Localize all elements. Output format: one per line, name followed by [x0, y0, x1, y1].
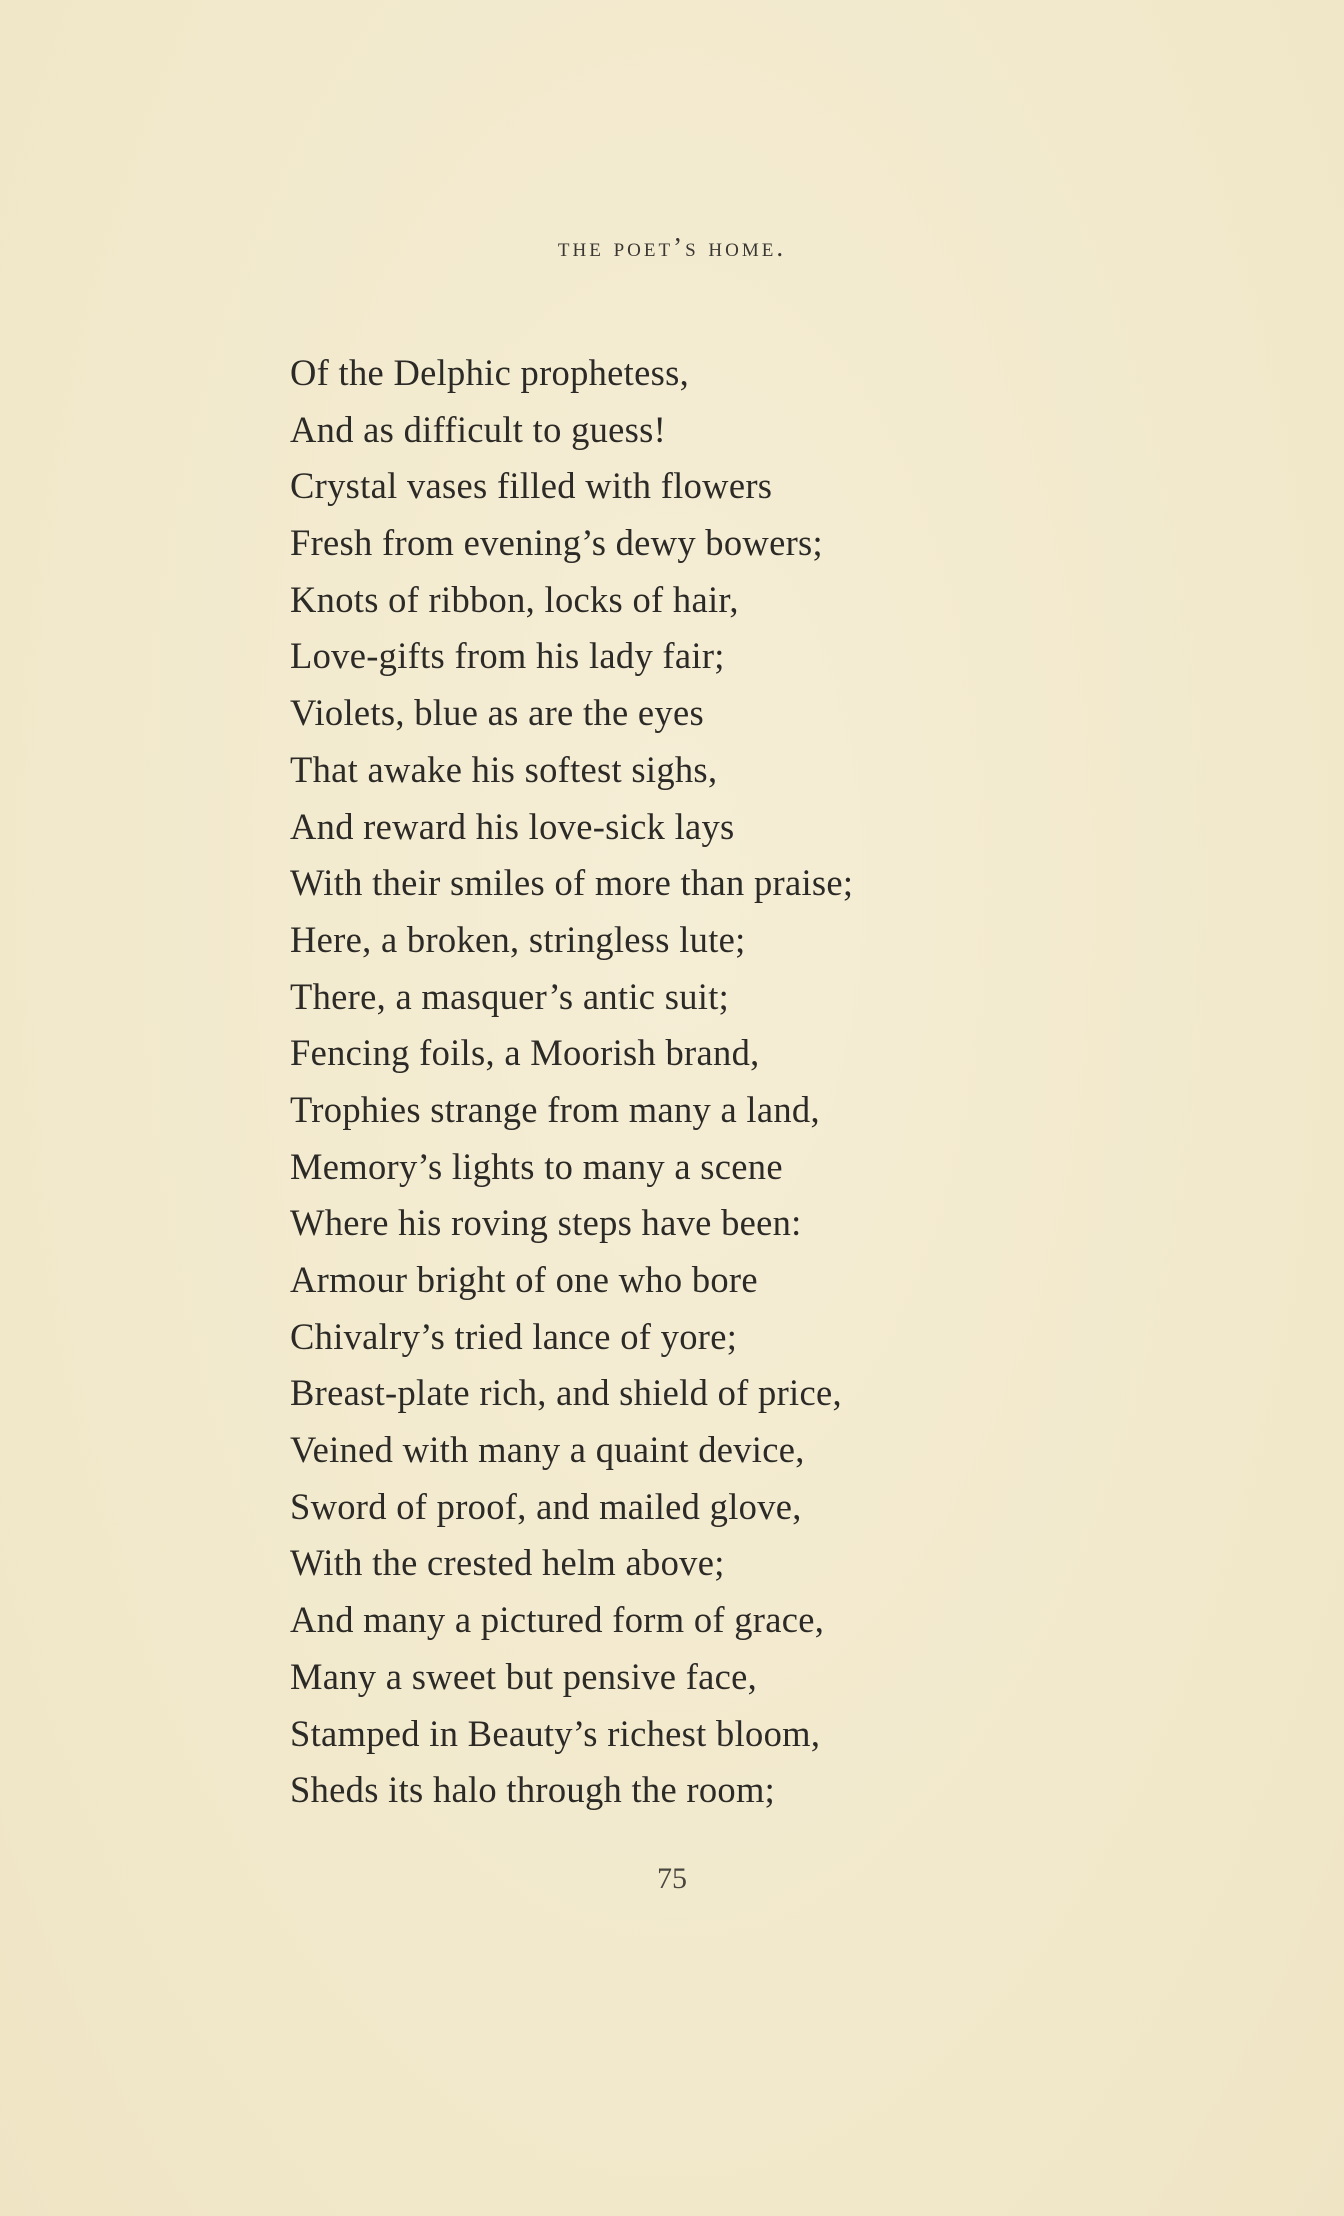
poem-line: And as difficult to guess!	[290, 408, 667, 450]
page-number: 75	[657, 1862, 687, 1895]
poem-line: Trophies strange from many a land,	[290, 1088, 820, 1130]
poem-line: Veined with many a quaint device,	[290, 1429, 805, 1471]
poem-line: Stamped in Beauty’s richest bloom,	[290, 1712, 821, 1754]
poem-stanza	[290, 345, 1190, 1819]
poem-line: Where his roving steps have been:	[290, 1202, 802, 1244]
poem-line: And many a pictured form of grace,	[290, 1599, 825, 1641]
poem-line: Knots of ribbon, locks of hair,	[290, 578, 739, 620]
running-head: the poet’s home.	[557, 232, 787, 262]
poem-line: Crystal vases filled with flowers	[290, 465, 773, 507]
poem-line: And reward his love-sick lays	[290, 805, 735, 847]
poem-line: Chivalry’s tried lance of yore;	[290, 1315, 738, 1357]
poem-line: With the crested helm above;	[290, 1542, 725, 1584]
poem-line: Many a sweet but pensive face,	[290, 1655, 758, 1697]
poem-line: There, a masquer’s antic suit;	[290, 975, 730, 1017]
poem-line: Breast-plate rich, and shield of price,	[290, 1372, 842, 1414]
poem-line: Sword of proof, and mailed glove,	[290, 1485, 802, 1527]
poem-line: Armour bright of one who bore	[290, 1259, 758, 1300]
poem-line: Violets, blue as are the eyes	[290, 692, 704, 734]
poem-line: That awake his softest sighs,	[290, 748, 718, 790]
poem-line: Memory’s lights to many a scene	[290, 1145, 783, 1187]
poem-line: Sheds its halo through the room;	[290, 1769, 776, 1811]
poem-line: With their smiles of more than praise;	[290, 862, 854, 904]
poem-line: Fresh from evening’s dewy bowers;	[290, 522, 823, 564]
poem-line: Love-gifts from his lady fair;	[290, 635, 725, 677]
poem-line: Fencing foils, a Moorish brand,	[290, 1032, 760, 1074]
poem-line: Here, a broken, stringless lute;	[290, 918, 746, 960]
poem-line: Of the Delphic prophetess,	[290, 352, 690, 393]
